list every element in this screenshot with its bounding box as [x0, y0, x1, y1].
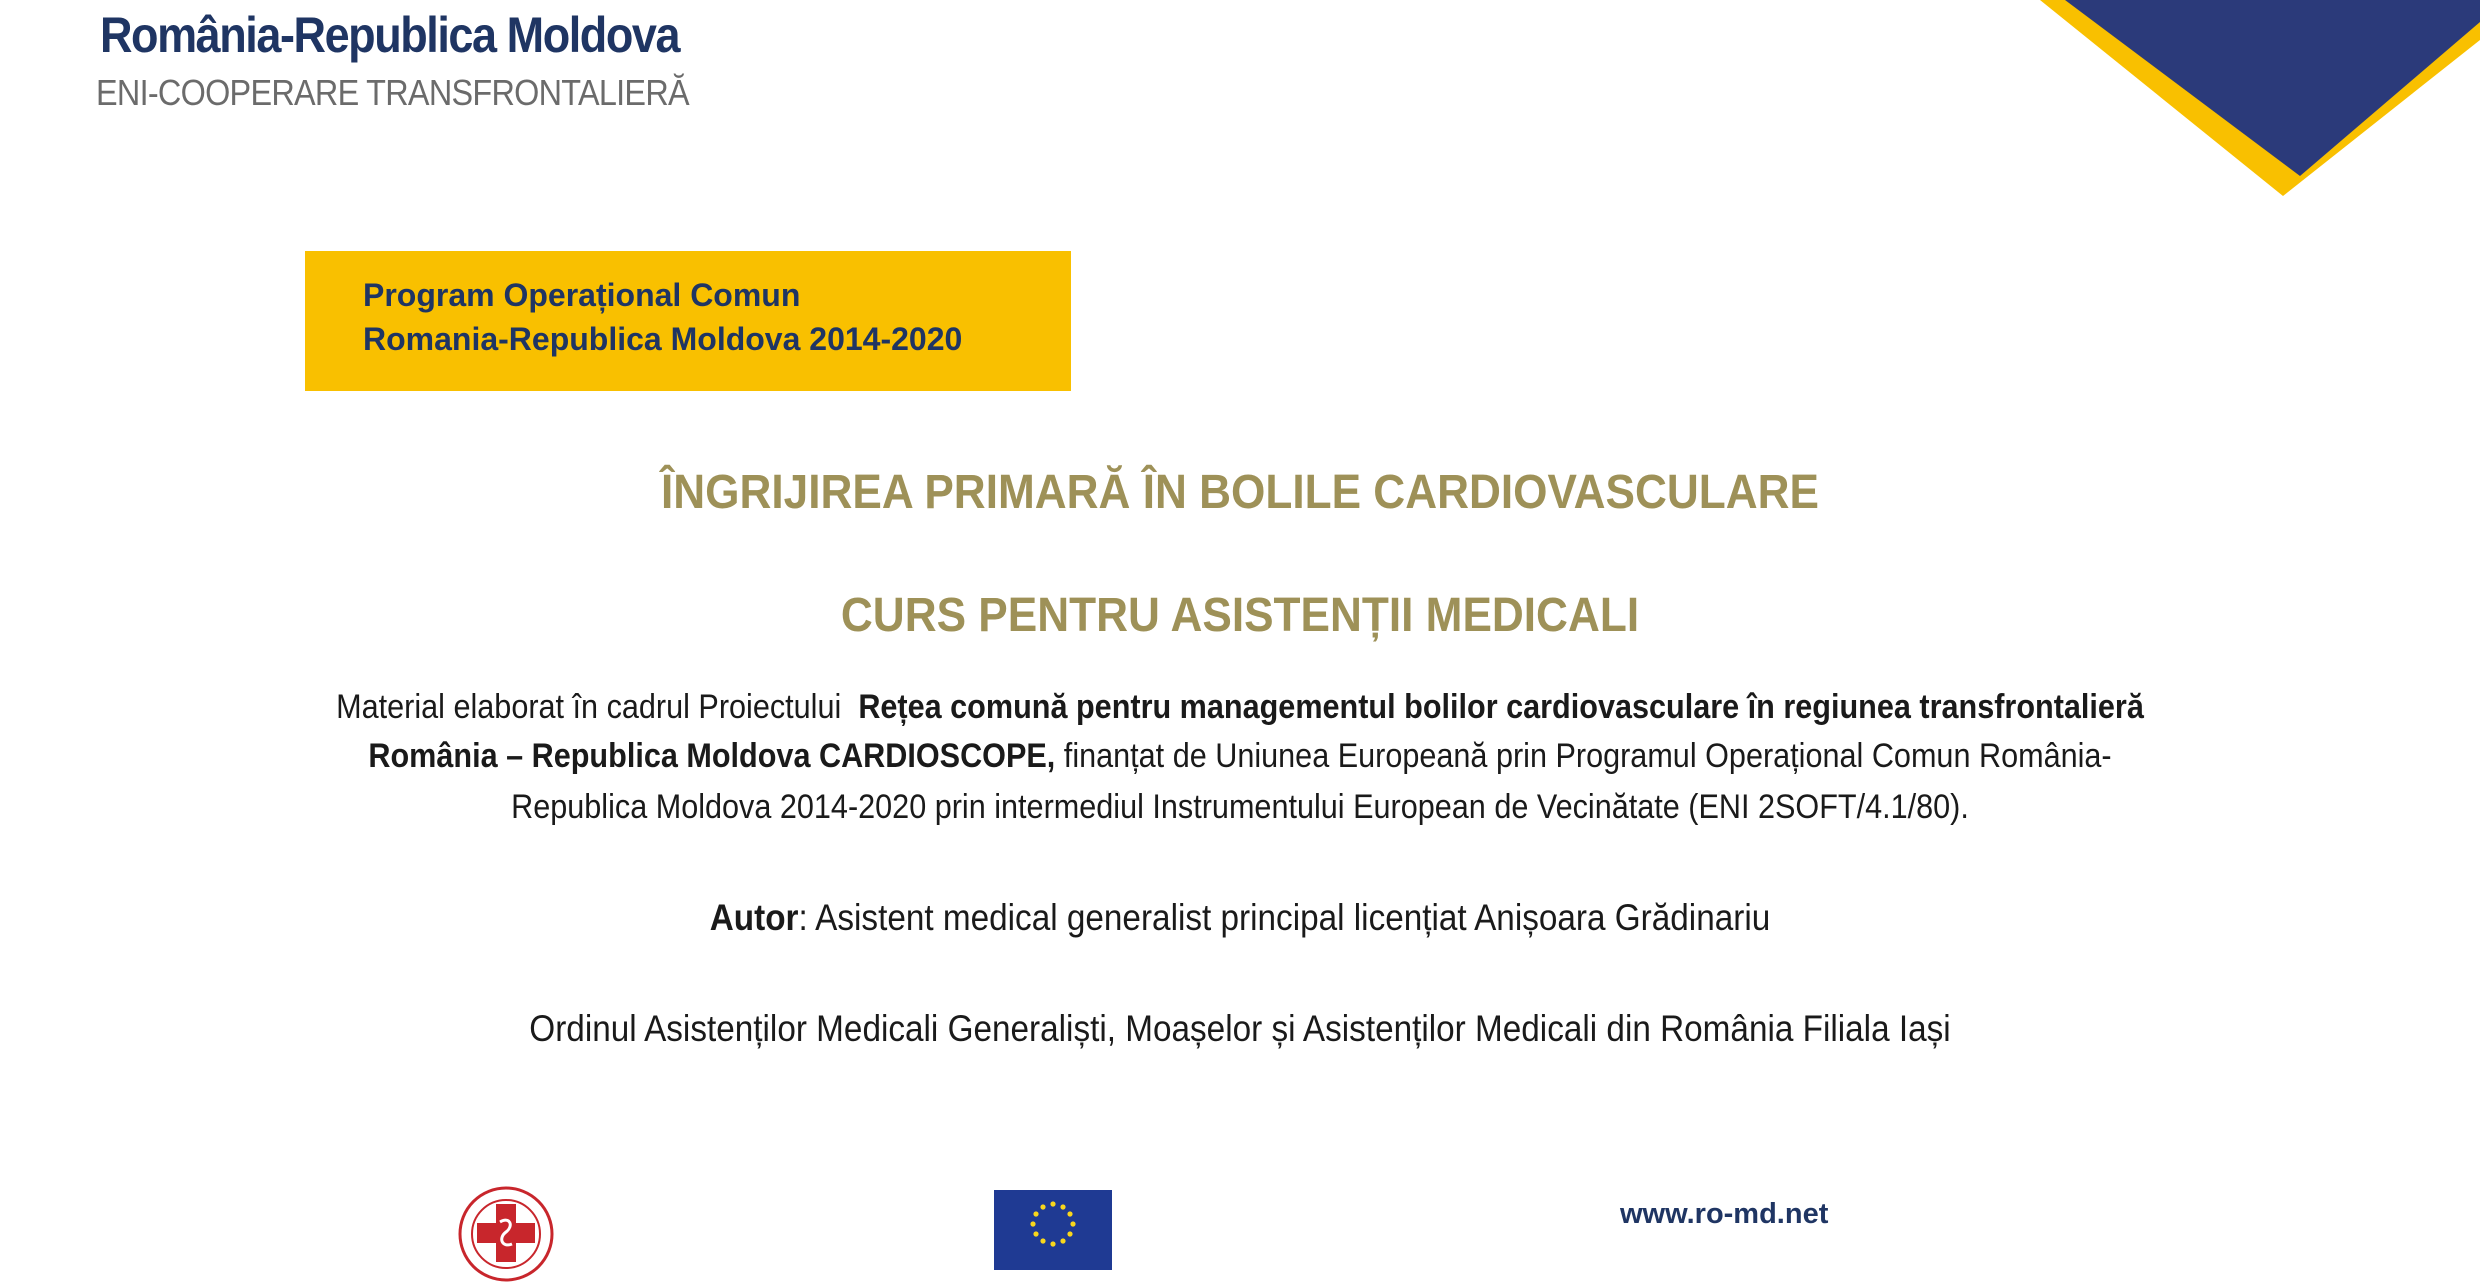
- eu-flag-icon: [994, 1190, 1112, 1270]
- author-label: Autor: [709, 897, 799, 938]
- document-title: ÎNGRIJIREA PRIMARĂ ÎN BOLILE CARDIOVASCULARE: [660, 466, 1820, 519]
- project-name: Rețea comună pentru managementul bolilor cardiovasculare în regiunea transfrontalieră: [858, 688, 2144, 726]
- description-line-2: [124, 737, 2356, 776]
- website-link[interactable]: www.ro-md.net: [1620, 1198, 1829, 1230]
- order-seal-icon: [458, 1186, 554, 1282]
- brand-title: România-Republica Moldova: [100, 7, 680, 63]
- author-text: : Asistent medical generalist principal licențiat Anișoara Grădinariu: [798, 897, 1771, 938]
- brand-subtitle: ENI-COOPERARE TRANSFRONTALIERĂ: [96, 72, 689, 113]
- organization-line: Ordinul Asistenților Medicali Generaliști, Moașelor și Asistenților Medicali din România Filiala Iași: [529, 1008, 1951, 1049]
- program-line-1: Program Operațional Comun: [363, 277, 801, 313]
- program-line-2: Romania-Republica Moldova 2014-2020: [363, 321, 963, 357]
- description-intro: Material elaborat în cadrul Proiectului: [336, 688, 842, 726]
- chevron-corner-icon: [2040, 0, 2480, 200]
- funding-text: finanțat de Uniunea Europeană prin Programul Operațional Comun România-: [1063, 737, 2112, 775]
- project-acronym: România – Republica Moldova CARDIOSCOPE,: [368, 737, 1056, 775]
- document-subtitle: CURS PENTRU ASISTENȚII MEDICALI: [840, 589, 1640, 642]
- author-line: [124, 897, 2356, 939]
- description-line-3: Republica Moldova 2014-2020 prin intermediul Instrumentului European de Vecinătate (ENI 2SOFT/4.1/80).: [511, 788, 1969, 826]
- description-line-1: [124, 688, 2356, 727]
